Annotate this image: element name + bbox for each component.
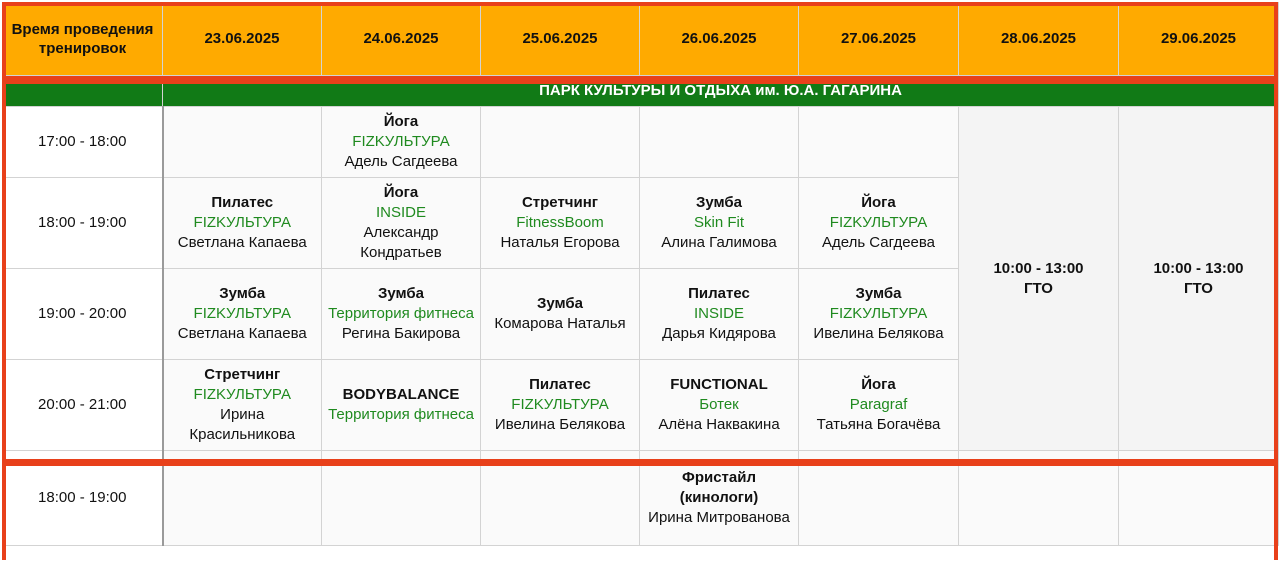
club-name: INSIDE <box>693 305 744 322</box>
weekend-label: ГТО <box>1024 279 1053 297</box>
coach-name: Адель Сагдеева <box>344 153 458 170</box>
class-name: Йога <box>383 184 419 201</box>
club-name: FIZKУЛЬТУРА <box>511 396 609 413</box>
empty-cell <box>481 451 640 546</box>
coach-name: Адель Сагдеева <box>821 234 936 251</box>
club-name: FIZKУЛЬТУРА <box>829 214 928 231</box>
coach-name: Татьяна Богачёва <box>816 416 941 433</box>
empty-cell <box>959 451 1119 546</box>
club-name: Территория фитнеса <box>328 406 474 423</box>
class-name: Йога <box>383 113 419 130</box>
class-name: Фристайл (кинологи) <box>679 469 759 506</box>
class-cell <box>163 269 322 360</box>
coach-name: Алина Галимова <box>661 234 777 251</box>
club-name: Paragraf <box>849 396 908 413</box>
class-name: Зумба <box>695 194 743 211</box>
coach-name: Алёна Наквакина <box>658 416 780 433</box>
class-cell <box>322 360 481 451</box>
class-name: Зумба <box>377 285 425 302</box>
class-cell <box>640 360 799 451</box>
class-name: Стретчинг <box>204 366 281 383</box>
date-header: 26.06.2025 <box>640 3 799 76</box>
date-header: 24.06.2025 <box>322 3 481 76</box>
venue-row <box>3 76 1279 107</box>
coach-name: Регина Бакирова <box>341 325 461 342</box>
club-name: FIZKУЛЬТУРА <box>829 305 928 322</box>
empty-cell <box>799 107 959 178</box>
club-name: FIZKУЛЬТУРА <box>193 214 291 231</box>
class-name: FUNCTIONAL <box>670 376 768 393</box>
empty-cell <box>481 107 640 178</box>
class-name: BODYBALANCE <box>342 386 460 403</box>
class-cell <box>481 360 640 451</box>
time-slot: 20:00 - 21:00 <box>3 360 163 451</box>
weekend-cell <box>959 107 1119 451</box>
time-slot: 17:00 - 18:00 <box>3 107 163 178</box>
coach-name: Александр Кондратьев <box>360 224 442 261</box>
table-row <box>3 451 1279 546</box>
coach-name: Наталья Егорова <box>500 234 620 251</box>
club-name: Skin Fit <box>693 214 744 231</box>
coach-name: Ивелина Белякова <box>813 325 944 342</box>
class-cell <box>163 360 322 451</box>
weekend-cell <box>1119 107 1279 451</box>
club-name: INSIDE <box>375 204 426 221</box>
date-header: 25.06.2025 <box>481 3 640 76</box>
empty-cell <box>1119 451 1279 546</box>
empty-cell <box>640 107 799 178</box>
schedule-table <box>2 2 1279 546</box>
time-column-header: Время проведения тренировок <box>3 3 163 76</box>
date-header: 23.06.2025 <box>163 3 322 76</box>
club-name: Территория фитнеса <box>328 305 474 322</box>
club-name: FitnessBoom <box>516 214 604 231</box>
empty-cell <box>322 451 481 546</box>
class-name: Зумба <box>536 295 584 312</box>
date-header: 29.06.2025 <box>1119 3 1279 76</box>
class-cell <box>799 178 959 269</box>
class-cell <box>799 269 959 360</box>
class-name: Стретчинг <box>521 194 599 211</box>
weekend-time: 10:00 - 13:00 <box>993 259 1084 277</box>
club-name: FIZKУЛЬТУРА <box>193 386 291 403</box>
coach-name: Светлана Капаева <box>177 325 307 342</box>
empty-cell <box>799 451 959 546</box>
coach-name: Ивелина Белякова <box>494 416 626 433</box>
date-header: 27.06.2025 <box>799 3 959 76</box>
club-name: FIZKУЛЬТУРА <box>352 133 450 150</box>
class-cell <box>481 178 640 269</box>
venue-name: ПАРК КУЛЬТУРЫ И ОТДЫХА им. Ю.А. ГАГАРИНА <box>163 76 1279 107</box>
class-name: Зумба <box>219 285 266 302</box>
coach-name: Ирина Митрованова <box>648 509 790 526</box>
class-name: Йога <box>861 194 896 211</box>
weekend-label: ГТО <box>1184 279 1213 297</box>
class-name: Пилатес <box>529 376 591 393</box>
class-cell <box>322 178 481 269</box>
time-slot: 19:00 - 20:00 <box>3 269 163 360</box>
class-name: Зумба <box>855 285 902 302</box>
class-cell <box>481 269 640 360</box>
schedule-frame <box>2 2 1278 560</box>
weekend-time: 10:00 - 13:00 <box>1153 259 1244 277</box>
header-row <box>3 3 1279 76</box>
coach-name: Ирина Красильникова <box>189 406 296 443</box>
venue-blank-cell <box>3 76 163 107</box>
class-cell <box>322 269 481 360</box>
time-slot: 18:00 - 19:00 <box>3 451 163 546</box>
class-cell <box>640 451 799 546</box>
class-cell <box>322 107 481 178</box>
club-name: FIZKУЛЬТУРА <box>193 305 291 322</box>
empty-cell <box>163 107 322 178</box>
coach-name: Светлана Капаева <box>177 234 307 251</box>
table-row <box>3 107 1279 178</box>
time-slot: 18:00 - 19:00 <box>3 178 163 269</box>
coach-name: Дарья Кидярова <box>662 325 776 342</box>
class-name: Пилатес <box>688 285 750 302</box>
club-name: Ботек <box>699 396 739 413</box>
date-header: 28.06.2025 <box>959 3 1119 76</box>
class-cell <box>640 178 799 269</box>
class-cell <box>640 269 799 360</box>
empty-cell <box>163 451 322 546</box>
coach-name: Комарова Наталья <box>494 315 626 332</box>
class-cell <box>799 360 959 451</box>
class-name: Пилатес <box>211 194 274 211</box>
class-cell <box>163 178 322 269</box>
class-name: Йога <box>861 376 896 393</box>
